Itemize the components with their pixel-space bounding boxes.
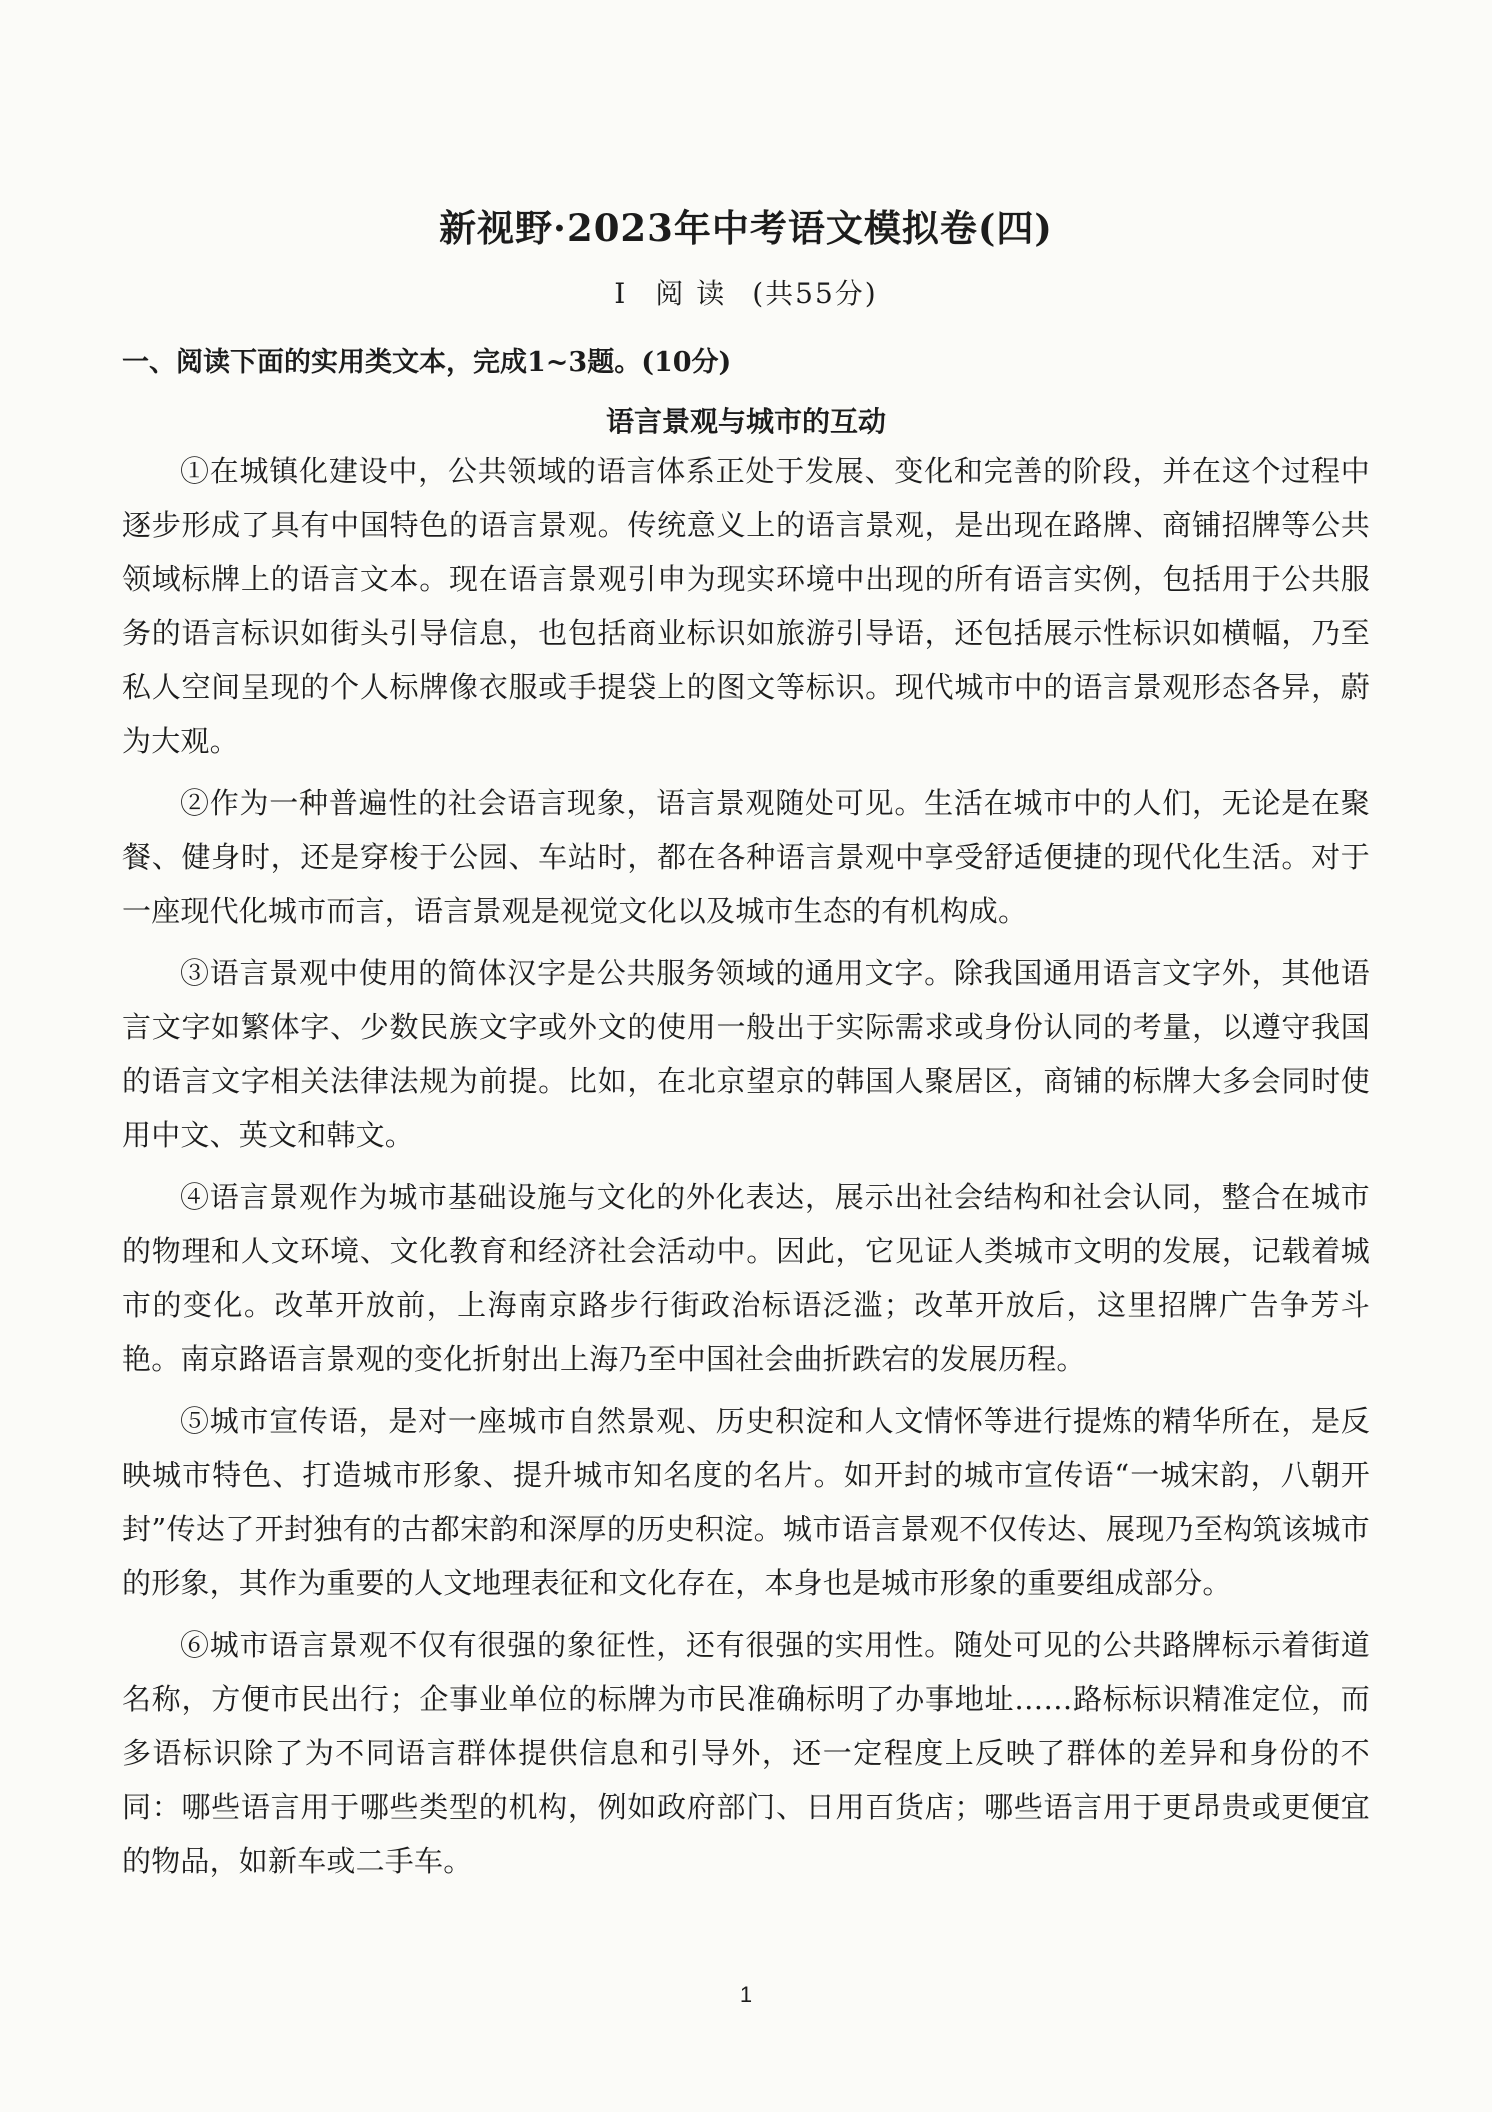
- page-number: 1: [739, 1982, 753, 2007]
- paragraph-6: ⑥城市语言景观不仅有很强的象征性，还有很强的实用性。随处可见的公共路牌标示着街道名称，方便市民出行；企事业单位的标牌为市民准确标明了办事地址……路标标识精准定位，而多语标识除了为不同语言群体提供信息和引导外，还一定程度上反映了群体的差异和身份的不同：哪些语言用于哪些类型的机构，例如政府部门、日用百货店；哪些语言用于更昂贵或更便宜的物品，如新车或二手车。: [122, 1628, 1370, 1878]
- exam-title: 新视野·2023年中考语文模拟卷(四): [439, 206, 1053, 250]
- article-body: [122, 444, 1370, 1896]
- paragraph-5: ⑤城市宣传语，是对一座城市自然景观、历史积淀和人文情怀等进行提炼的精华所在，是反映城市特色、打造城市形象、提升城市知名度的名片。如开封的城市宣传语“一城宋韵，八朝开封”传达了开封独有的古都宋韵和深厚的历史积淀。城市语言景观不仅传达、展现乃至构筑该城市的形象，其作为重要的人文地理表征和文化存在，本身也是城市形象的重要组成部分。: [122, 1404, 1370, 1600]
- article-title: 语言景观与城市的互动: [605, 405, 886, 438]
- paragraph-2: ②作为一种普遍性的社会语言现象，语言景观随处可见。生活在城市中的人们，无论是在聚餐、健身时，还是穿梭于公园、车站时，都在各种语言景观中享受舒适便捷的现代化生活。对于一座现代化城市而言，语言景观是视觉文化以及城市生态的有机构成。: [122, 786, 1370, 928]
- paragraph-1: ①在城镇化建设中，公共领域的语言体系正处于发展、变化和完善的阶段，并在这个过程中逐步形成了具有中国特色的语言景观。传统意义上的语言景观，是出现在路牌、商铺招牌等公共领域标牌上的语言文本。现在语言景观引申为现实环境中出现的所有语言实例，包括用于公共服务的语言标识如街头引导信息，也包括商业标识如旅游引导语，还包括展示性标识如横幅，乃至私人空间呈现的个人标牌像衣服或手提袋上的图文等标识。现代城市中的语言景观形态各异，蔚为大观。: [122, 454, 1370, 758]
- question-instruction: 一、阅读下面的实用类文本，完成1~3题。(10分): [122, 347, 732, 378]
- paragraph-3: ③语言景观中使用的简体汉字是公共服务领域的通用文字。除我国通用语言文字外，其他语言文字如繁体字、少数民族文字或外文的使用一般出于实际需求或身份认同的考量，以遵守我国的语言文字相关法律法规为前提。比如，在北京望京的韩国人聚居区，商铺的标牌大多会同时使用中文、英文和韩文。: [122, 956, 1370, 1152]
- section-heading: [0, 272, 1492, 312]
- section-number: I: [614, 277, 628, 310]
- section-score: (共55分): [752, 277, 878, 310]
- section-name: 阅 读: [655, 277, 727, 310]
- paragraph-4: ④语言景观作为城市基础设施与文化的外化表达，展示出社会结构和社会认同，整合在城市的物理和人文环境、文化教育和经济社会活动中。因此，它见证人类城市文明的发展，记载着城市的变化。改革开放前，上海南京路步行街政治标语泛滥；改革开放后，这里招牌广告争芳斗艳。南京路语言景观的变化折射出上海乃至中国社会曲折跌宕的发展历程。: [122, 1180, 1370, 1376]
